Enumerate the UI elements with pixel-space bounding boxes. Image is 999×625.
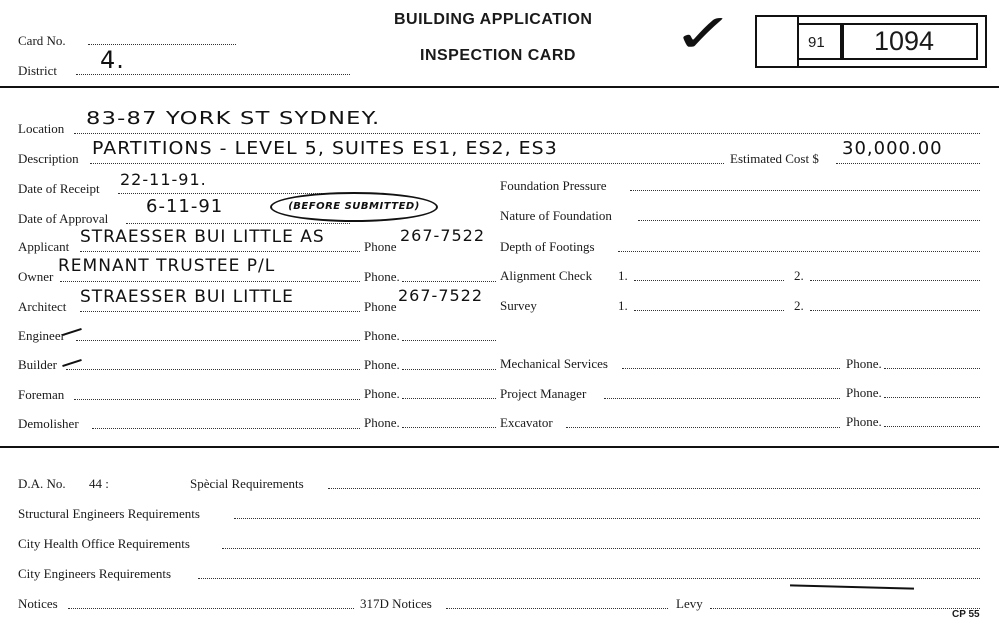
mechanical-line — [622, 368, 840, 369]
project-manager-label: Project Manager — [500, 386, 587, 401]
box-number: 1094 — [874, 26, 935, 56]
architect-phone-value: 267-7522 — [398, 286, 484, 305]
project-manager-phone-label: Phone. — [846, 385, 882, 400]
estimated-cost-label: Estimated Cost $ — [730, 151, 819, 166]
description-value: PARTITIONS - LEVEL 5, SUITES ES1, ES2, ES3 — [92, 138, 558, 159]
foreman-phone-line — [402, 398, 496, 399]
health-requirements-label: City Health Office Requirements — [18, 536, 190, 551]
owner-line — [60, 281, 360, 282]
date-approval-note: (BEFORE SUBMITTED) — [270, 192, 438, 222]
district-label: District — [18, 63, 57, 78]
architect-line — [80, 311, 360, 312]
alignment-check-label: Alignment Check — [500, 268, 593, 283]
applicant-phone-label: Phone — [364, 239, 397, 254]
health-requirements-line — [222, 548, 980, 549]
city-engineers-requirements-line — [198, 578, 980, 579]
project-manager-phone-line — [884, 397, 980, 398]
demolisher-label: Demolisher — [18, 416, 79, 431]
foundation-pressure-line — [630, 190, 980, 191]
project-manager-line — [604, 398, 840, 399]
engineer-phone-line — [402, 340, 496, 341]
mechanical-phone-line — [884, 368, 980, 369]
levy-line — [710, 608, 980, 609]
description-line — [90, 163, 724, 164]
location-line — [74, 133, 980, 134]
excavator-line — [566, 427, 840, 428]
foundation-pressure-label: Foundation Pressure — [500, 178, 607, 193]
notices-label: Notices — [18, 596, 58, 611]
nature-foundation-label: Nature of Foundation — [500, 208, 612, 223]
survey-1: 1. — [618, 298, 628, 313]
applicant-line — [80, 251, 360, 252]
builder-dash-mark — [62, 359, 82, 367]
applicant-label: Applicant — [18, 239, 70, 254]
engineer-line — [76, 340, 360, 341]
date-receipt-label: Date of Receipt — [18, 181, 100, 196]
checkmark-icon: ✓ — [672, 2, 737, 65]
owner-phone-line — [402, 281, 496, 282]
demolisher-phone-label: Phone. — [364, 415, 400, 430]
foreman-line — [74, 399, 360, 400]
special-requirements-label: Spècial Requirements — [190, 476, 304, 491]
da-value: 44 : — [89, 476, 109, 491]
district-line — [76, 74, 350, 75]
structural-requirements-line — [234, 518, 980, 519]
builder-phone-line — [402, 369, 496, 370]
applicant-value: STRAESSER BUI LITTLE AS — [80, 227, 325, 247]
date-approval-line — [126, 223, 350, 224]
foreman-phone-label: Phone. — [364, 386, 400, 401]
excavator-label: Excavator — [500, 415, 553, 430]
details-rule — [0, 446, 999, 448]
city-engineers-requirements-label: City Engineers Requirements — [18, 566, 172, 581]
location-value: 83-87 YORK ST SYDNEY. — [86, 108, 381, 129]
alignment-check-1-line — [634, 280, 784, 281]
builder-line — [66, 369, 360, 370]
notices-line — [68, 608, 354, 609]
builder-label: Builder — [18, 357, 57, 372]
engineer-phone-label: Phone. — [364, 328, 400, 343]
title-line1: BUILDING APPLICATION — [394, 11, 593, 28]
levy-stroke-mark — [790, 584, 914, 589]
applicant-phone-value: 267-7522 — [400, 226, 486, 245]
estimated-cost-line — [836, 163, 980, 164]
location-label: Location — [18, 121, 65, 136]
depth-footings-line — [618, 251, 980, 252]
foreman-label: Foreman — [18, 387, 65, 402]
owner-phone-label: Phone. — [364, 269, 400, 284]
footer-code: CP 55 — [952, 609, 980, 620]
description-label: Description — [18, 151, 79, 166]
special-requirements-line — [328, 488, 980, 489]
survey-1-line — [634, 310, 784, 311]
mechanical-phone-label: Phone. — [846, 356, 882, 371]
alignment-check-1: 1. — [618, 268, 628, 283]
owner-value: REMNANT TRUSTEE P/L — [58, 256, 276, 276]
architect-value: STRAESSER BUI LITTLE — [80, 287, 294, 307]
survey-2: 2. — [794, 298, 804, 313]
demolisher-line — [92, 428, 360, 429]
mechanical-label: Mechanical Services — [500, 356, 608, 371]
title-line2: INSPECTION CARD — [420, 47, 576, 64]
date-approval-value: 6-11-91 — [146, 196, 224, 217]
engineer-dash-mark — [62, 328, 82, 336]
date-approval-label: Date of Approval — [18, 211, 109, 226]
alignment-check-2: 2. — [794, 268, 804, 283]
district-value: 4. — [100, 46, 125, 74]
notices-317d-label: 317D Notices — [360, 596, 432, 611]
estimated-cost-value: 30,000.00 — [842, 138, 943, 159]
architect-label: Architect — [18, 299, 67, 314]
survey-2-line — [810, 310, 980, 311]
excavator-phone-label: Phone. — [846, 414, 882, 429]
owner-label: Owner — [18, 269, 54, 284]
depth-footings-label: Depth of Footings — [500, 239, 595, 254]
box-prefix: 91 — [808, 34, 825, 51]
demolisher-phone-line — [402, 427, 496, 428]
card-no-line — [88, 44, 236, 45]
builder-phone-label: Phone. — [364, 357, 400, 372]
alignment-check-2-line — [810, 280, 980, 281]
card-no-label: Card No. — [18, 33, 66, 48]
engineer-label: Engineer — [18, 328, 65, 343]
date-receipt-value: 22-11-91. — [120, 170, 207, 189]
header-rule — [0, 86, 999, 88]
structural-requirements-label: Structural Engineers Requirements — [18, 506, 200, 521]
survey-label: Survey — [500, 298, 537, 313]
levy-label: Levy — [676, 596, 703, 611]
da-label: D.A. No. — [18, 476, 66, 491]
notices-317d-line — [446, 608, 668, 609]
excavator-phone-line — [884, 426, 980, 427]
architect-phone-label: Phone — [364, 299, 397, 314]
nature-foundation-line — [638, 220, 980, 221]
